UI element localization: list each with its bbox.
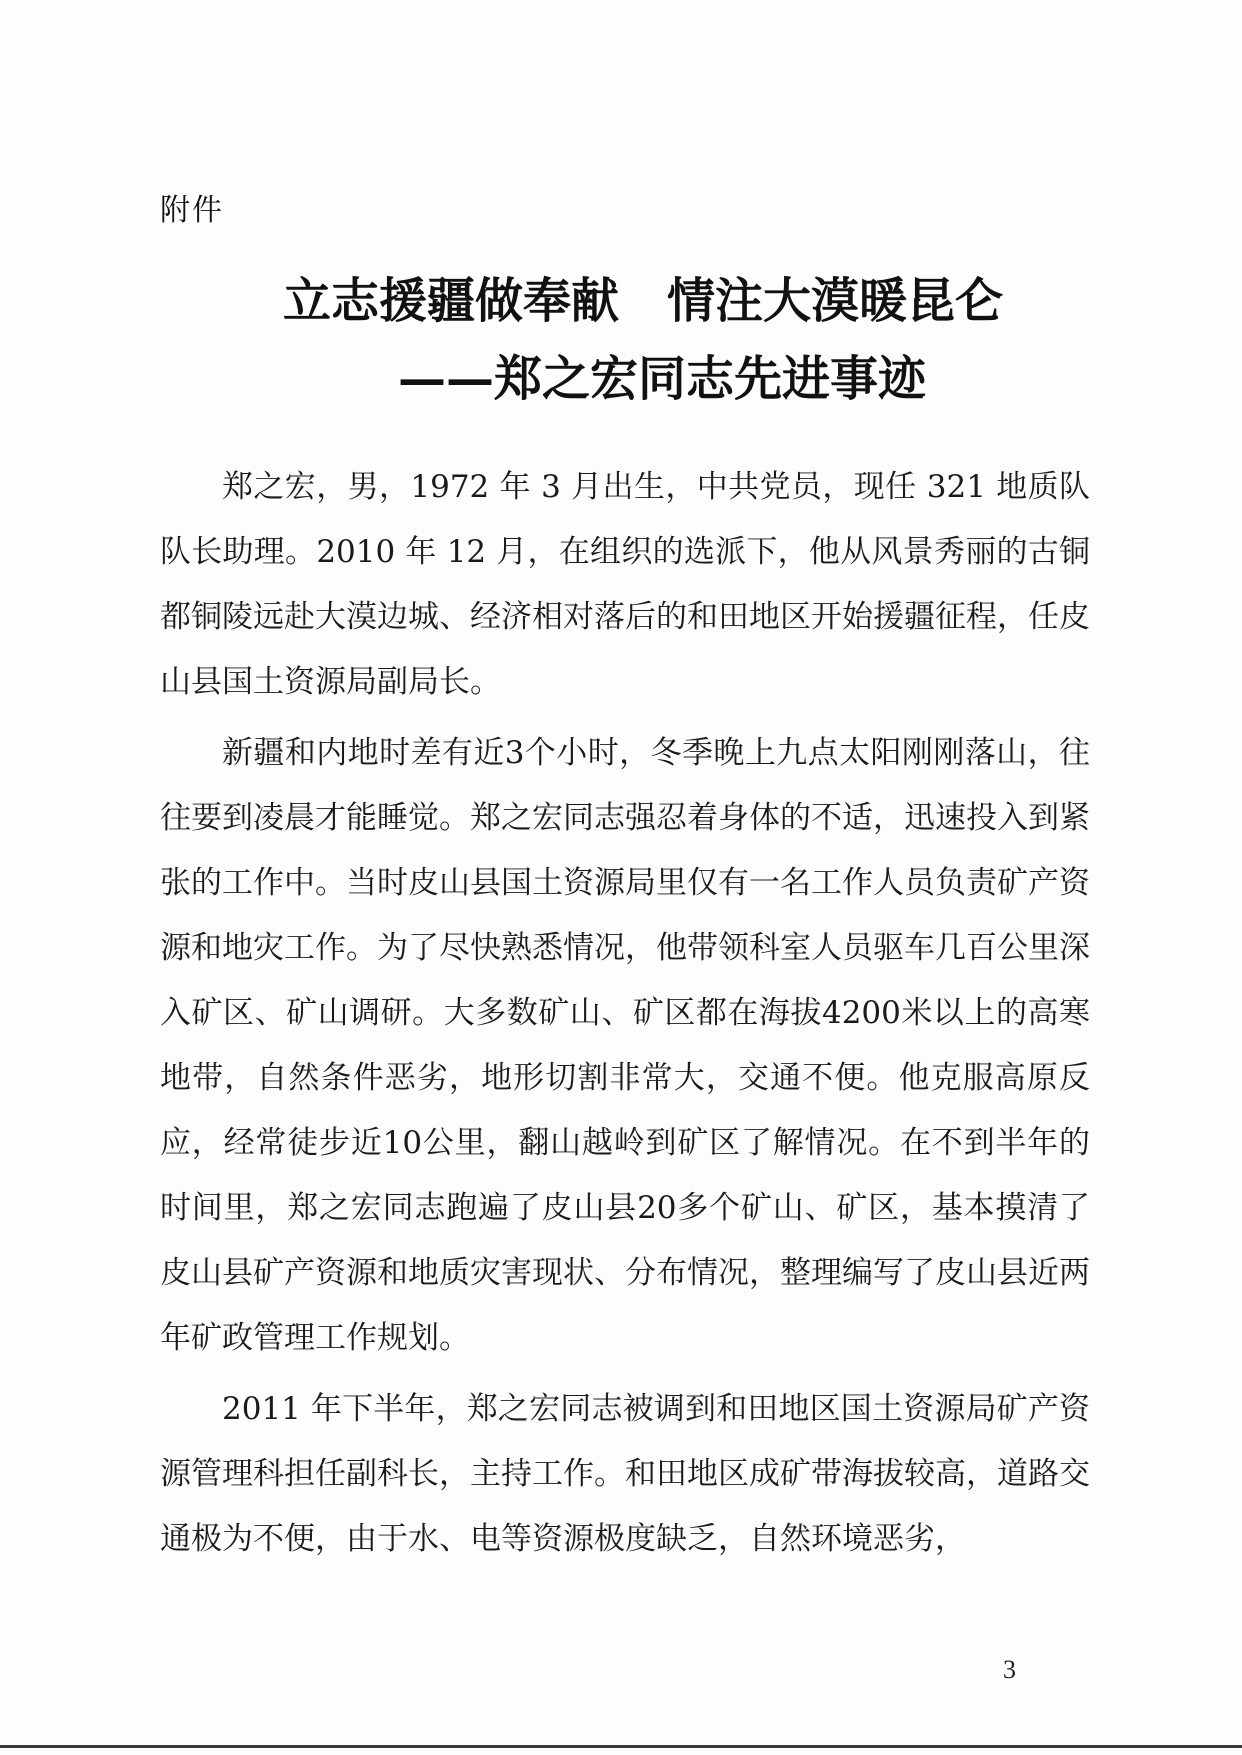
page-number: 3 bbox=[1003, 1655, 1016, 1684]
paragraph: 新疆和内地时差有近3个小时，冬季晚上九点太阳刚刚落山，往往要到凌晨才能睡觉。郑之宏同志强忍着身体的不适，迅速投入到紧张的工作中。当时皮山县国土资源局里仅有一名工作人员负责矿产资源和地灾工作。为了尽快熟悉情况，他带领科室人员驱车几百公里深入矿区、矿山调研。大多数矿山、矿区都在海拔4200米以上的高寒地带，自然条件恶劣，地形切割非常大，交通不便。他克服高原反应，经常徒步近10公里，翻山越岭到矿区了解情况。在不到半年的时间里，郑之宏同志跑遍了皮山县20多个矿山、矿区，基本摸清了皮山县矿产资源和地质灾害现状、分布情况，整理编写了皮山县近两年矿政管理工作规划。 bbox=[160, 735, 1090, 1356]
attachment-label: 附件 bbox=[160, 193, 224, 228]
document-body bbox=[160, 455, 1090, 1578]
paragraph: 2011 年下半年，郑之宏同志被调到和田地区国土资源局矿产资源管理科担任副科长，主持工作。和田地区成矿带海拔较高，道路交通极为不便，由于水、电等资源极度缺乏，自然环境恶劣， bbox=[160, 1391, 1090, 1557]
document-subtitle: ——郑之宏同志先进事迹 bbox=[398, 351, 927, 407]
bottom-edge-line bbox=[0, 1745, 1242, 1748]
document-title: 立志援疆做奉献 情注大漠暖昆仑 bbox=[283, 273, 1004, 329]
paragraph: 郑之宏，男，1972 年 3 月出生，中共党员，现任 321 地质队队长助理。2010 年 12 月，在组织的选派下，他从风景秀丽的古铜都铜陵远赴大漠边城、经济相对落后的和田地区开始援疆征程，任皮山县国土资源局副局长。 bbox=[160, 469, 1090, 700]
